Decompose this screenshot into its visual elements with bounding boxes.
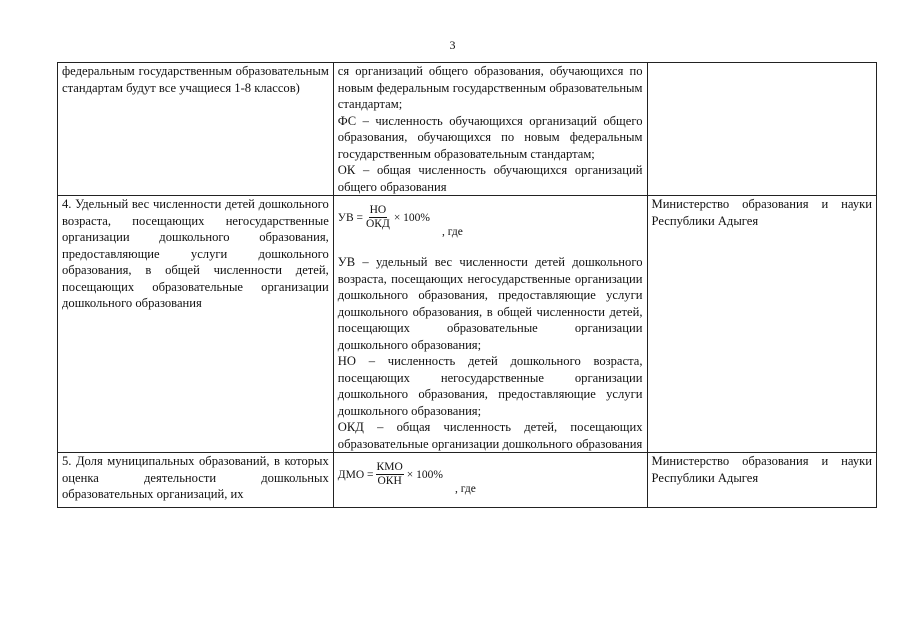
formula-lhs: ДМО = — [337, 469, 374, 481]
formula-numerator: НО — [369, 204, 387, 216]
responsible-cell — [647, 453, 877, 508]
table-row — [58, 196, 877, 453]
indicator-text: федеральным государственным образовательным стандартам будут все учащиеся 1-8 классов) — [62, 64, 329, 95]
method-paragraph: ОКД – общая численность детей, посещающих образовательные организации дошкольного образования — [337, 420, 643, 451]
formula-fraction — [376, 461, 404, 488]
responsible-text: Министерство образования и науки Республики Адыгея — [651, 197, 872, 228]
table-row — [58, 63, 877, 196]
formula-denominator: ОКД — [365, 218, 390, 230]
formula-multiplier: × 100% — [393, 212, 431, 224]
indicator-cell — [58, 453, 334, 508]
formula-where: , где — [454, 483, 476, 495]
responsible-cell — [647, 196, 877, 453]
formula — [338, 204, 643, 238]
formula-lhs: УВ = — [337, 212, 363, 224]
method-paragraph: НО – численность детей дошкольного возраста, посещающих негосударственные организации дошкольного образования, предоставляющие услуги дошкольного образования; — [337, 354, 643, 418]
indicator-table — [57, 62, 877, 508]
method-paragraph: ФС – численность обучающихся организаций общего образования, обучающихся по новым федеральным государственным образовательным стандартам; — [337, 113, 643, 161]
indicator-cell — [58, 196, 334, 453]
indicator-cell — [58, 63, 334, 196]
method-cell — [333, 63, 647, 196]
method-cell — [333, 453, 647, 508]
formula — [338, 461, 643, 495]
indicator-text: 4. Удельный вес численности детей дошкольного возраста, посещающих негосударственные организации дошкольного образования, предоставляющие услуги дошкольного образования, в общей численности детей, посещающих образовательные организации дошкольного образования — [62, 197, 329, 310]
responsible-cell — [647, 63, 877, 196]
formula-fraction — [365, 204, 391, 231]
responsible-text: Министерство образования и науки Республики Адыгея — [651, 454, 872, 485]
indicator-text: 5. Доля муниципальных образований, в которых оценка деятельности дошкольных образовательных организаций, их — [62, 454, 329, 501]
method-paragraph: ся организаций общего образования, обучающихся по новым федеральным государственным образовательным стандартам; — [337, 64, 643, 111]
page-number: 3 — [449, 38, 456, 52]
method-paragraph: ОК – общая численность обучающихся организаций общего образования — [337, 163, 643, 194]
table-row — [58, 453, 877, 508]
formula-where: , где — [442, 226, 463, 238]
formula-denominator: ОКН — [377, 475, 402, 487]
method-paragraph: УВ – удельный вес численности детей дошкольного возраста, посещающих негосударственные организации дошкольного образования, предоставляющие услуги дошкольного образования, в общей численности детей, посещающих образовательные организации дошкольного образования; — [337, 255, 643, 352]
formula-multiplier: × 100% — [406, 469, 443, 481]
formula-numerator: КМО — [376, 461, 403, 473]
method-cell — [333, 196, 647, 453]
